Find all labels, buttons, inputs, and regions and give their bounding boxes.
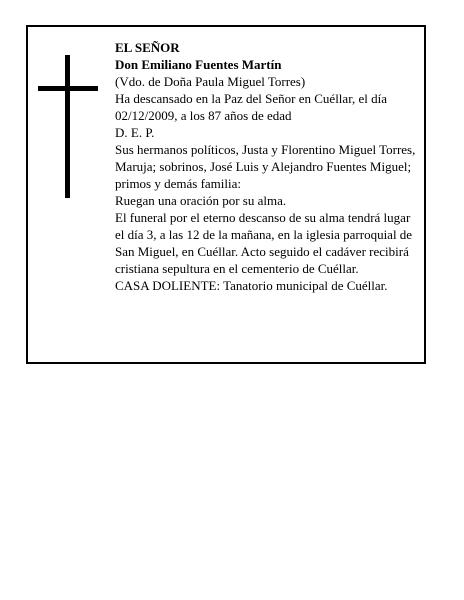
obituary-notice bbox=[26, 25, 426, 364]
death-line: Ha descansado en la Paz del Señor en Cuéllar, el día 02/12/2009, a los 87 años de edad bbox=[115, 91, 388, 123]
funeral-details: El funeral por el eterno descanso de su alma tendrá lugar el día 3, a las 12 de la mañana, en la iglesia parroquial de San Miguel, en Cuéllar. Acto seguido el cadáver recibirá cristiana sepultura en el cementerio de Cuéllar. bbox=[115, 210, 413, 276]
spouse-line: (Vdo. de Doña Paula Miguel Torres) bbox=[115, 74, 306, 89]
cross-icon bbox=[38, 55, 98, 198]
family-line: Sus hermanos políticos, Justa y Florentino Miguel Torres, Maruja; sobrinos, José Luis y Alejandro Fuentes Miguel; primos y demás familia: bbox=[115, 142, 416, 191]
notice-title: EL SEÑOR bbox=[115, 40, 180, 55]
prayer-request: Ruegan una oración por su alma. bbox=[115, 193, 287, 208]
deceased-name: Don Emiliano Fuentes Martín bbox=[115, 57, 282, 72]
cross-vertical-bar bbox=[65, 55, 70, 198]
rip-line: D. E. P. bbox=[115, 125, 155, 140]
mourning-house: CASA DOLIENTE: Tanatorio municipal de Cuéllar. bbox=[115, 278, 388, 293]
cross-horizontal-bar bbox=[38, 86, 98, 91]
notice-text bbox=[115, 39, 420, 294]
